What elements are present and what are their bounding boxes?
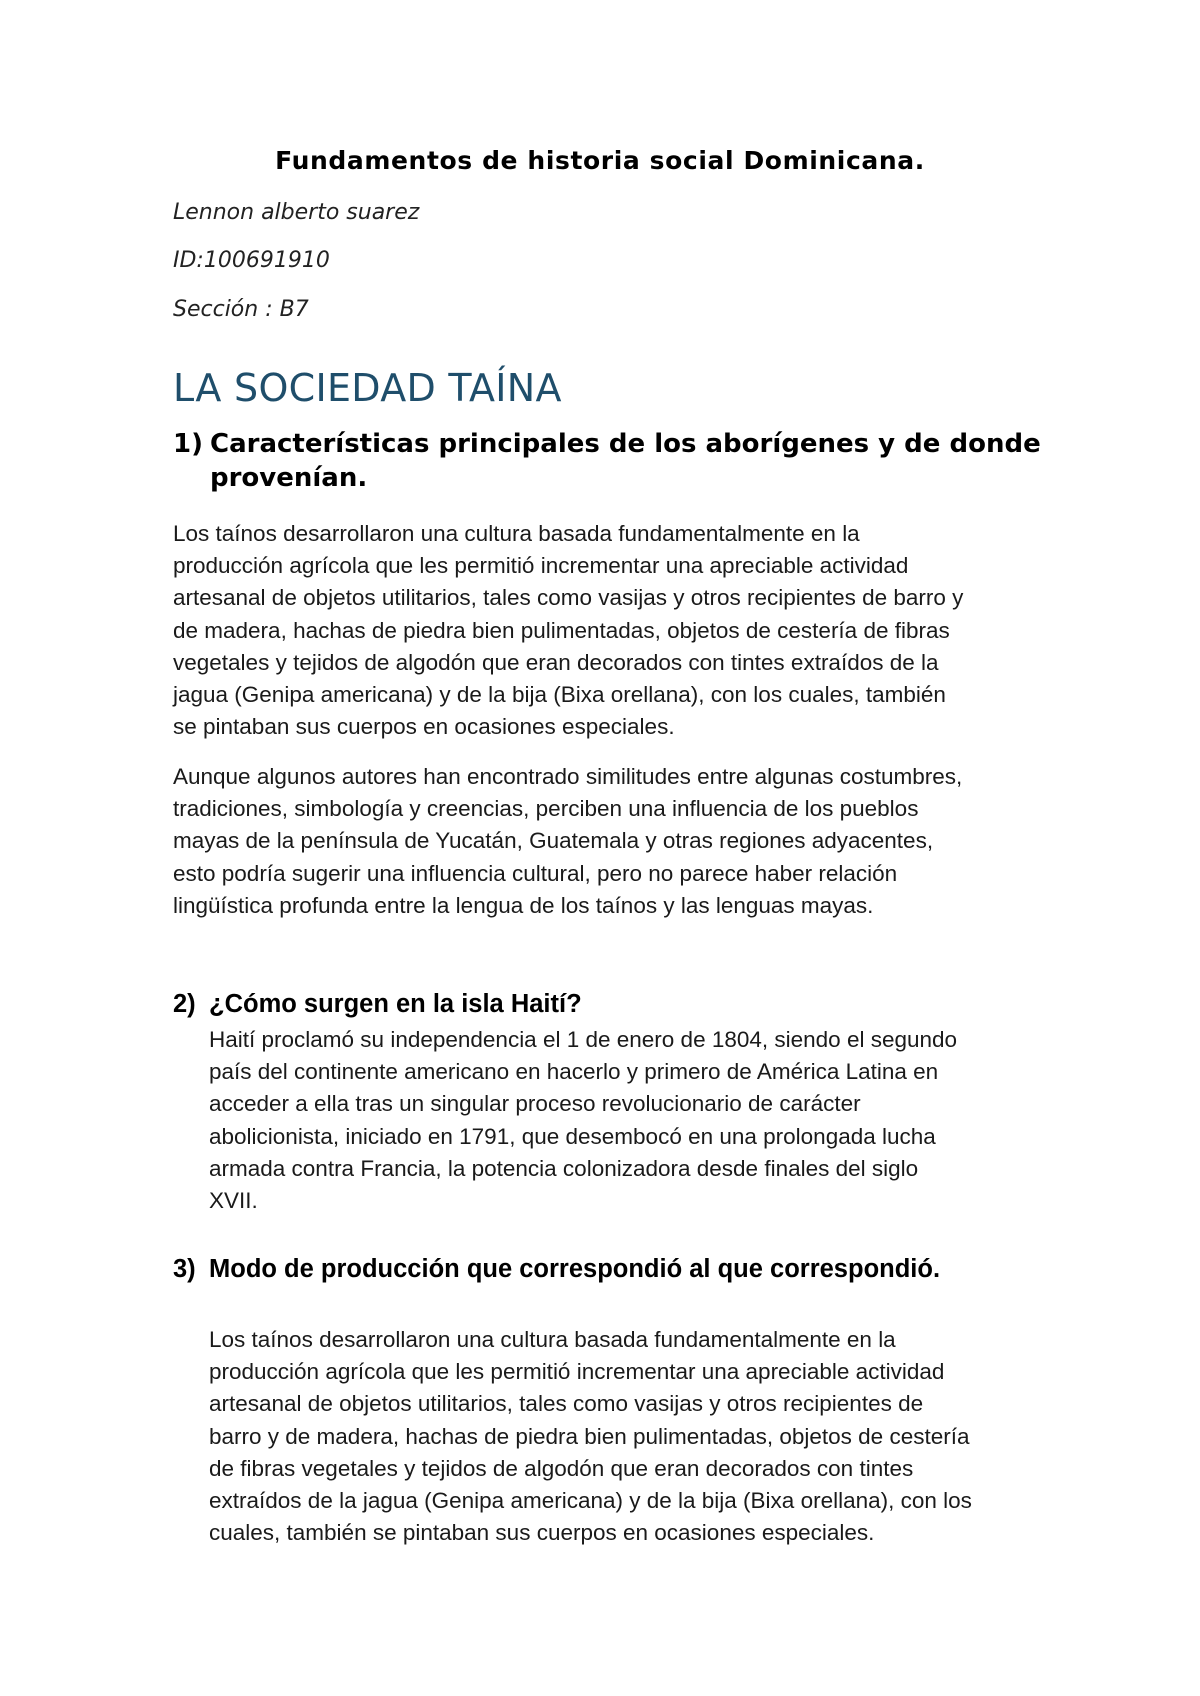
question-3-paragraph: Los taínos desarrollaron una cultura basada fundamentalmente en la producción agrícola que les permitió incrementar una apreciable actividad artesanal de objetos utilitarios, tales como vasijas y otros recipientes de barro y de madera, hachas de piedra bien pulimentadas, objetos de cestería de fibras vegetales y tejidos de algodón que eran decorados con tintes extraídos de la jagua (Genipa americana) y de la bija (Bixa orellana), con los cuales, también se pintaban sus cuerpos en ocasiones especiales.	[209, 1327, 972, 1546]
question-1-text: Características principales de los aborígenes y de donde provenían.	[210, 429, 1041, 493]
question-2-number: 2)	[173, 990, 196, 1018]
section-label: Sección : B7	[173, 297, 309, 322]
author-name: Lennon alberto suarez	[173, 200, 420, 225]
question-2-heading	[173, 990, 582, 1019]
question-1-paragraph-1: Los taínos desarrollaron una cultura basada fundamentalmente en la producción agrícola que les permitió incrementar una apreciable actividad artesanal de objetos utilitarios, tales como vasijas y otros recipientes de barro y de madera, hachas de piedra bien pulimentadas, objetos de cestería de fibras vegetales y tejidos de algodón que eran decorados con tintes extraídos de la jagua (Genipa americana) y de la bija (Bixa orellana), con los cuales, también se pintaban sus cuerpos en ocasiones especiales.	[173, 521, 964, 740]
question-2-paragraph: Haití proclamó su independencia el 1 de enero de 1804, siendo el segundo país del continente americano en hacerlo y primero de América Latina en acceder a ella tras un singular proceso revolucionario de carácter abolicionista, iniciado en 1791, que desembocó en una prolongada lucha armada contra Francia, la potencia colonizadora desde finales del siglo XVII.	[209, 1027, 958, 1214]
question-1-number: 1)	[173, 429, 203, 459]
question-2-text: ¿Cómo surgen en la isla Haití?	[209, 990, 582, 1018]
question-3-heading	[173, 1255, 940, 1284]
question-1-heading	[173, 427, 1053, 495]
question-3-text: Modo de producción que correspondió al que correspondió.	[209, 1255, 941, 1283]
document-title: Fundamentos de historia social Dominicana.	[275, 146, 925, 175]
student-id: ID:100691910	[173, 248, 330, 273]
question-3-number: 3)	[173, 1255, 196, 1283]
question-1-paragraph-2: Aunque algunos autores han encontrado similitudes entre algunas costumbres, tradiciones, simbología y creencias, perciben una influencia de los pueblos mayas de la península de Yucatán, Guatemala y otras regiones adyacentes, esto podría sugerir una influencia cultural, pero no parece haber relación lingüística profunda entre la lengua de los taínos y las lenguas mayas.	[173, 764, 963, 918]
main-heading: LA SOCIEDAD TAÍNA	[173, 366, 562, 410]
